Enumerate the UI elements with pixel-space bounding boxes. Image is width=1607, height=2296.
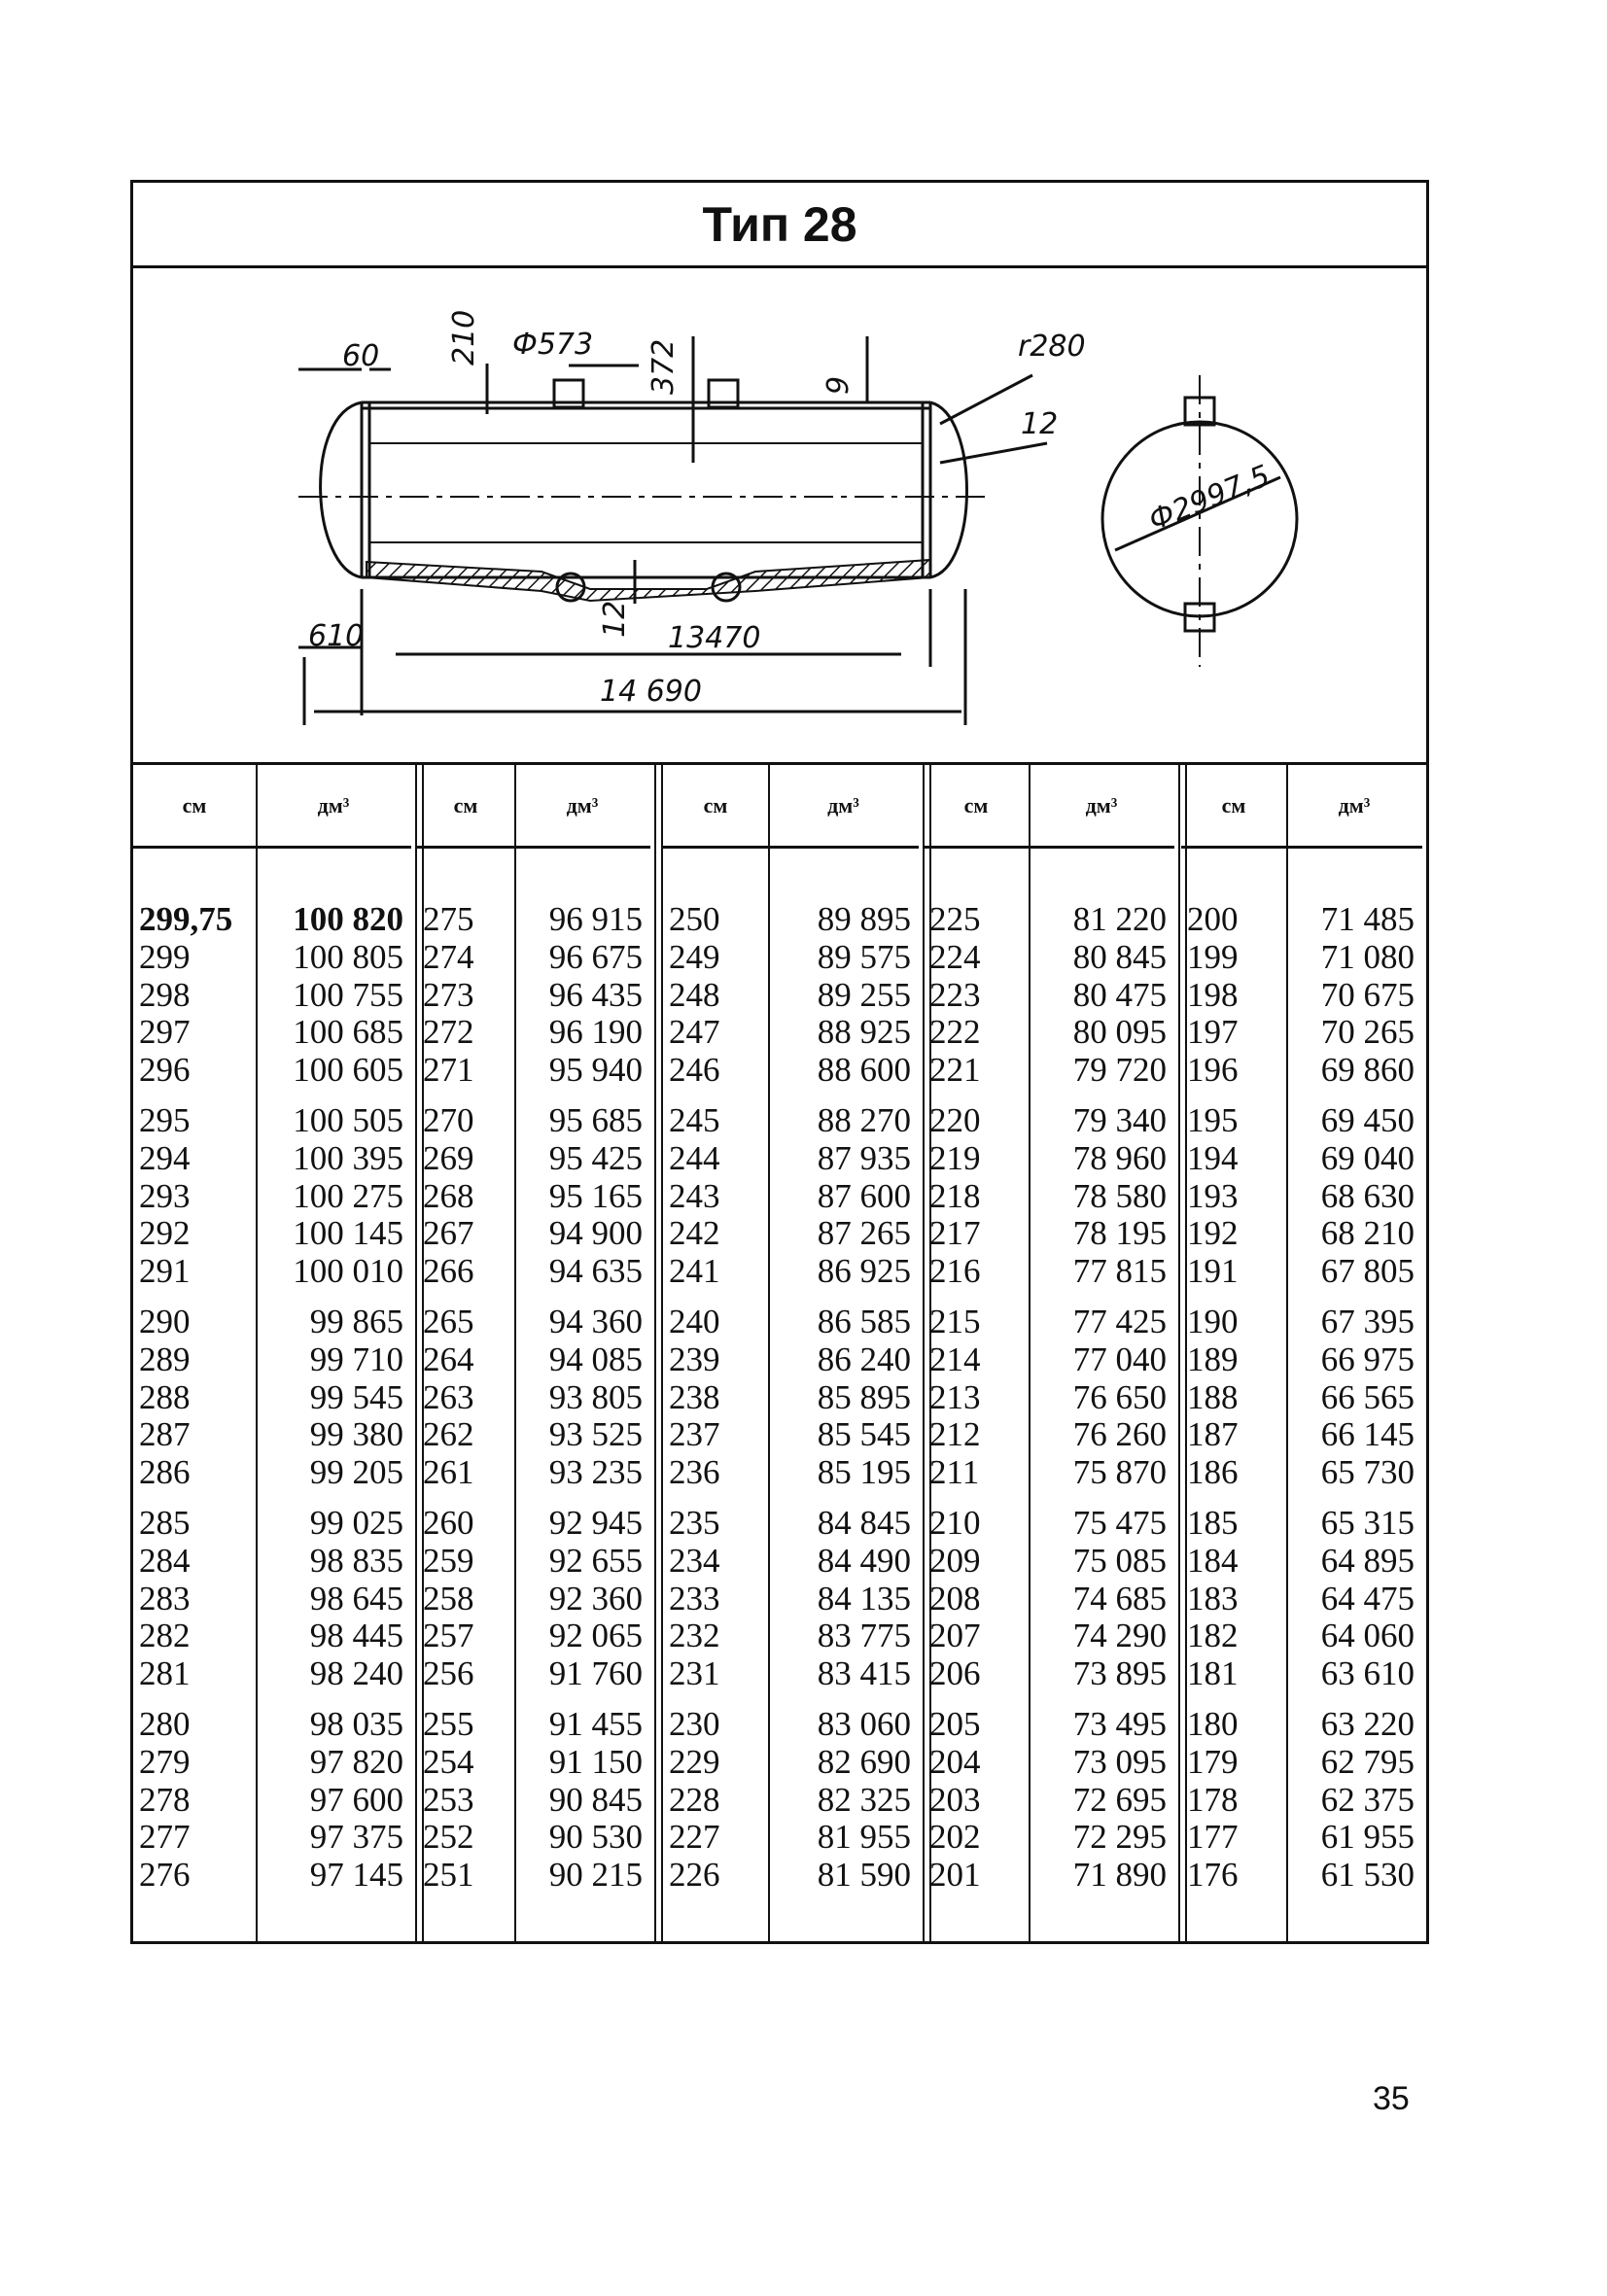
cell-dm: 94 085 (548, 1339, 643, 1378)
cell-cm: 273 (423, 975, 474, 1014)
cell-cm: 205 (929, 1705, 981, 1743)
cell-dm: 84 135 (817, 1579, 911, 1618)
tank-end-view (1102, 375, 1297, 667)
cell-cm: 246 (669, 1051, 720, 1090)
cell-cm: 230 (669, 1705, 720, 1743)
cell-cm: 250 (669, 900, 720, 938)
column-header-cm: см (417, 765, 514, 849)
cell-cm: 184 (1187, 1541, 1239, 1580)
cell-dm: 77 815 (1072, 1252, 1167, 1291)
cell-cm: 235 (669, 1504, 720, 1542)
cell-cm: 206 (929, 1654, 981, 1693)
cell-dm: 69 040 (1320, 1138, 1415, 1177)
cell-cm: 236 (669, 1453, 720, 1492)
cell-dm: 67 805 (1320, 1252, 1415, 1291)
cell-cm: 249 (669, 937, 720, 976)
cell-cm: 187 (1187, 1415, 1239, 1454)
cell-cm: 260 (423, 1504, 474, 1542)
cell-cm: 231 (669, 1654, 720, 1693)
cell-dm: 94 360 (548, 1303, 643, 1340)
cell-dm: 83 415 (817, 1654, 911, 1693)
cell-cm: 278 (139, 1780, 191, 1819)
cell-cm: 279 (139, 1742, 191, 1781)
dim-text: 13470 (668, 621, 761, 655)
cell-dm: 93 235 (548, 1453, 643, 1492)
cell-dm: 73 495 (1072, 1705, 1167, 1743)
cell-cm: 195 (1187, 1101, 1239, 1139)
cell-cm: 252 (423, 1818, 474, 1857)
dim-text: 14 690 (600, 675, 702, 709)
cell-dm: 100 755 (293, 975, 403, 1014)
cell-dm: 84 490 (817, 1541, 911, 1580)
cell-dm: 77 425 (1072, 1303, 1167, 1340)
cell-cm: 296 (139, 1051, 191, 1090)
cell-dm: 79 340 (1072, 1101, 1167, 1139)
cell-dm: 96 190 (548, 1013, 643, 1052)
cell-cm: 243 (669, 1176, 720, 1215)
cell-cm: 201 (929, 1856, 981, 1895)
cell-dm: 63 610 (1320, 1654, 1415, 1693)
cell-dm: 62 375 (1320, 1780, 1415, 1819)
cell-cm: 294 (139, 1138, 191, 1177)
cell-cm: 247 (669, 1013, 720, 1052)
cell-dm: 81 955 (817, 1818, 911, 1857)
cell-cm: 295 (139, 1101, 191, 1139)
cell-cm: 192 (1187, 1214, 1239, 1253)
cell-cm: 274 (423, 937, 474, 976)
cell-cm: 269 (423, 1138, 474, 1177)
cell-dm: 71 485 (1320, 900, 1415, 938)
cell-cm: 271 (423, 1051, 474, 1090)
cell-dm: 78 580 (1072, 1176, 1167, 1215)
cell-dm: 96 915 (548, 900, 643, 938)
cell-cm: 299 (139, 937, 191, 976)
cell-cm: 257 (423, 1617, 474, 1655)
cell-cm: 254 (423, 1742, 474, 1781)
cell-dm: 74 290 (1072, 1617, 1167, 1655)
cell-dm: 95 165 (548, 1176, 643, 1215)
cell-cm: 199 (1187, 937, 1239, 976)
calibration-table (133, 765, 1426, 1941)
cell-dm: 76 650 (1072, 1377, 1167, 1416)
dim-text: 210 (447, 309, 481, 365)
cell-dm: 66 975 (1320, 1339, 1415, 1378)
cell-cm: 264 (423, 1339, 474, 1378)
cell-cm: 194 (1187, 1138, 1239, 1177)
cell-dm: 75 085 (1072, 1541, 1167, 1580)
cell-cm: 220 (929, 1101, 981, 1139)
cell-dm: 82 325 (817, 1780, 911, 1819)
cell-cm: 292 (139, 1214, 191, 1253)
cell-dm: 83 775 (817, 1617, 911, 1655)
cell-dm: 93 525 (548, 1415, 643, 1454)
cell-dm: 92 655 (548, 1541, 643, 1580)
column-header-cm: см (663, 765, 768, 849)
cell-dm: 98 035 (309, 1705, 403, 1743)
cell-dm: 100 605 (293, 1051, 403, 1090)
cell-cm: 221 (929, 1051, 981, 1090)
cell-dm: 81 590 (817, 1856, 911, 1895)
cell-dm: 68 630 (1320, 1176, 1415, 1215)
cell-dm: 97 145 (309, 1856, 403, 1895)
cell-cm: 287 (139, 1415, 191, 1454)
cell-cm: 277 (139, 1818, 191, 1857)
dim-text: Ф2997,5 (1143, 458, 1275, 539)
cell-dm: 98 645 (309, 1579, 403, 1618)
column-separator (514, 765, 516, 1941)
column-header-dm: дм³ (514, 765, 650, 849)
cell-dm: 69 860 (1320, 1051, 1415, 1090)
dim-text: 60 (342, 339, 380, 373)
dim-text: 12 (598, 600, 632, 638)
cell-cm: 262 (423, 1415, 474, 1454)
cell-dm: 91 455 (548, 1705, 643, 1743)
cell-cm: 214 (929, 1339, 981, 1378)
cell-dm: 85 895 (817, 1377, 911, 1416)
cell-cm: 198 (1187, 975, 1239, 1014)
cell-cm: 276 (139, 1856, 191, 1895)
cell-cm: 189 (1187, 1339, 1239, 1378)
cell-cm: 285 (139, 1504, 191, 1542)
cell-dm: 99 710 (309, 1339, 403, 1378)
cell-cm: 188 (1187, 1377, 1239, 1416)
column-separator (256, 765, 258, 1941)
cell-cm: 197 (1187, 1013, 1239, 1052)
cell-cm: 282 (139, 1617, 191, 1655)
cell-cm: 239 (669, 1339, 720, 1378)
cell-cm: 298 (139, 975, 191, 1014)
cell-cm: 253 (423, 1780, 474, 1819)
cell-dm: 73 895 (1072, 1654, 1167, 1693)
dim-text: Ф573 (512, 328, 594, 362)
cell-dm: 73 095 (1072, 1742, 1167, 1781)
cell-cm: 293 (139, 1176, 191, 1215)
cell-cm: 228 (669, 1780, 720, 1819)
cell-cm: 244 (669, 1138, 720, 1177)
cell-cm: 270 (423, 1101, 474, 1139)
cell-dm: 83 060 (817, 1705, 911, 1743)
cell-cm: 272 (423, 1013, 474, 1052)
cell-dm: 78 195 (1072, 1214, 1167, 1253)
cell-dm: 99 545 (309, 1377, 403, 1416)
cell-cm: 288 (139, 1377, 191, 1416)
cell-dm: 95 940 (548, 1051, 643, 1090)
cell-dm: 88 270 (817, 1101, 911, 1139)
cell-dm: 92 945 (548, 1504, 643, 1542)
cell-cm: 182 (1187, 1617, 1239, 1655)
column-header-dm: дм³ (256, 765, 411, 849)
cell-cm: 286 (139, 1453, 191, 1492)
group-separator (1178, 765, 1187, 1941)
cell-dm: 66 565 (1320, 1377, 1415, 1416)
cell-cm: 226 (669, 1856, 720, 1895)
cell-cm: 185 (1187, 1504, 1239, 1542)
cell-cm: 177 (1187, 1818, 1239, 1857)
cell-cm: 222 (929, 1013, 981, 1052)
cell-dm: 94 635 (548, 1252, 643, 1291)
cell-dm: 97 375 (309, 1818, 403, 1857)
dim-text: 12 (1021, 407, 1059, 441)
cell-dm: 62 795 (1320, 1742, 1415, 1781)
tank-drawing (133, 268, 1426, 765)
column-separator (1029, 765, 1031, 1941)
cell-dm: 92 360 (548, 1579, 643, 1618)
cell-cm: 190 (1187, 1303, 1239, 1340)
cell-cm: 259 (423, 1541, 474, 1580)
cell-cm: 179 (1187, 1742, 1239, 1781)
cell-cm: 215 (929, 1303, 981, 1340)
cell-dm: 76 260 (1072, 1415, 1167, 1454)
cell-dm: 80 845 (1072, 937, 1167, 976)
cell-cm: 178 (1187, 1780, 1239, 1819)
column-separator (768, 765, 770, 1941)
cell-cm: 181 (1187, 1654, 1239, 1693)
cell-cm: 283 (139, 1579, 191, 1618)
column-header-dm: дм³ (768, 765, 919, 849)
cell-dm: 99 025 (309, 1504, 403, 1542)
cell-cm: 266 (423, 1252, 474, 1291)
cell-dm: 77 040 (1072, 1339, 1167, 1378)
cell-dm: 88 925 (817, 1013, 911, 1052)
cell-cm: 280 (139, 1705, 191, 1743)
cell-dm: 100 145 (293, 1214, 403, 1253)
cell-dm: 82 690 (817, 1742, 911, 1781)
cell-dm: 66 145 (1320, 1415, 1415, 1454)
cell-cm: 209 (929, 1541, 981, 1580)
cell-cm: 251 (423, 1856, 474, 1895)
cell-dm: 75 475 (1072, 1504, 1167, 1542)
cell-dm: 80 095 (1072, 1013, 1167, 1052)
cell-cm: 245 (669, 1101, 720, 1139)
cell-dm: 90 845 (548, 1780, 643, 1819)
cell-cm: 242 (669, 1214, 720, 1253)
cell-cm: 248 (669, 975, 720, 1014)
cell-dm: 75 870 (1072, 1453, 1167, 1492)
cell-cm: 284 (139, 1541, 191, 1580)
cell-cm: 213 (929, 1377, 981, 1416)
cell-dm: 65 730 (1320, 1453, 1415, 1492)
cell-dm: 68 210 (1320, 1214, 1415, 1253)
cell-dm: 90 530 (548, 1818, 643, 1857)
cell-cm: 218 (929, 1176, 981, 1215)
cell-cm: 200 (1187, 900, 1239, 938)
cell-dm: 100 685 (293, 1013, 403, 1052)
cell-dm: 64 060 (1320, 1617, 1415, 1655)
cell-cm: 212 (929, 1415, 981, 1454)
cell-dm: 90 215 (548, 1856, 643, 1895)
cell-dm: 91 760 (548, 1654, 643, 1693)
cell-dm: 74 685 (1072, 1579, 1167, 1618)
cell-dm: 98 240 (309, 1654, 403, 1693)
cell-cm: 202 (929, 1818, 981, 1857)
cell-dm: 97 820 (309, 1742, 403, 1781)
cell-cm: 186 (1187, 1453, 1239, 1492)
cell-cm: 183 (1187, 1579, 1239, 1618)
cell-dm: 85 195 (817, 1453, 911, 1492)
dim-text: 610 (308, 619, 365, 653)
cell-dm: 100 820 (293, 900, 403, 938)
cell-dm: 97 600 (309, 1780, 403, 1819)
cell-dm: 86 240 (817, 1339, 911, 1378)
cell-dm: 63 220 (1320, 1705, 1415, 1743)
cell-cm: 258 (423, 1579, 474, 1618)
cell-dm: 95 685 (548, 1101, 643, 1139)
cell-dm: 100 805 (293, 937, 403, 976)
cell-cm: 223 (929, 975, 981, 1014)
cell-dm: 99 205 (309, 1453, 403, 1492)
cell-dm: 100 395 (293, 1138, 403, 1177)
cell-dm: 80 475 (1072, 975, 1167, 1014)
cell-cm: 267 (423, 1214, 474, 1253)
cell-cm: 263 (423, 1377, 474, 1416)
cell-dm: 98 445 (309, 1617, 403, 1655)
dim-text: 372 (646, 338, 681, 395)
dim-text: 9 (821, 375, 856, 395)
cell-dm: 94 900 (548, 1214, 643, 1253)
cell-cm: 207 (929, 1617, 981, 1655)
cell-dm: 64 895 (1320, 1541, 1415, 1580)
cell-dm: 85 545 (817, 1415, 911, 1454)
table-frame (130, 180, 1429, 1944)
cell-dm: 81 220 (1072, 900, 1167, 938)
cell-dm: 100 010 (293, 1252, 403, 1291)
column-header-cm: см (133, 765, 256, 849)
cell-dm: 88 600 (817, 1051, 911, 1090)
cell-cm: 297 (139, 1013, 191, 1052)
cell-cm: 268 (423, 1176, 474, 1215)
cell-cm: 216 (929, 1252, 981, 1291)
cell-dm: 99 380 (309, 1415, 403, 1454)
cell-dm: 95 425 (548, 1138, 643, 1177)
cell-cm: 232 (669, 1617, 720, 1655)
cell-dm: 79 720 (1072, 1051, 1167, 1090)
cell-cm: 203 (929, 1780, 981, 1819)
cell-cm: 255 (423, 1705, 474, 1743)
tank-drawing-svg (133, 268, 1426, 762)
cell-dm: 64 475 (1320, 1579, 1415, 1618)
cell-dm: 87 600 (817, 1176, 911, 1215)
cell-dm: 70 675 (1320, 975, 1415, 1014)
cell-cm: 227 (669, 1818, 720, 1857)
cell-dm: 89 255 (817, 975, 911, 1014)
cell-cm: 180 (1187, 1705, 1239, 1743)
cell-dm: 86 925 (817, 1252, 911, 1291)
cell-dm: 96 675 (548, 937, 643, 976)
cell-dm: 92 065 (548, 1617, 643, 1655)
cell-dm: 72 295 (1072, 1818, 1167, 1857)
cell-cm: 210 (929, 1504, 981, 1542)
cell-dm: 89 895 (817, 900, 911, 938)
cell-dm: 87 935 (817, 1138, 911, 1177)
cell-cm: 217 (929, 1214, 981, 1253)
cell-cm: 237 (669, 1415, 720, 1454)
cell-cm: 281 (139, 1654, 191, 1693)
cell-cm: 191 (1187, 1252, 1239, 1291)
cell-cm: 193 (1187, 1176, 1239, 1215)
cell-cm: 240 (669, 1303, 720, 1340)
cell-cm: 275 (423, 900, 474, 938)
cell-dm: 98 835 (309, 1541, 403, 1580)
cell-dm: 67 395 (1320, 1303, 1415, 1340)
dim-text: r280 (1018, 330, 1086, 364)
cell-dm: 84 845 (817, 1504, 911, 1542)
page-number: 35 (1373, 2080, 1410, 2117)
cell-dm: 99 865 (309, 1303, 403, 1340)
cell-dm: 69 450 (1320, 1101, 1415, 1139)
cell-dm: 78 960 (1072, 1138, 1167, 1177)
cell-cm: 229 (669, 1742, 720, 1781)
cell-cm: 291 (139, 1252, 191, 1291)
column-header-dm: дм³ (1286, 765, 1422, 849)
cell-cm: 211 (929, 1453, 980, 1492)
group-separator (654, 765, 663, 1941)
cell-dm: 87 265 (817, 1214, 911, 1253)
column-header-dm: дм³ (1029, 765, 1174, 849)
cell-dm: 71 890 (1072, 1856, 1167, 1895)
cell-cm: 261 (423, 1453, 474, 1492)
cell-cm: 241 (669, 1252, 720, 1291)
cell-dm: 89 575 (817, 937, 911, 976)
cell-cm: 289 (139, 1339, 191, 1378)
cell-cm: 265 (423, 1303, 474, 1340)
cell-cm: 176 (1187, 1856, 1239, 1895)
column-header-cm: см (924, 765, 1029, 849)
column-separator (1286, 765, 1288, 1941)
cell-cm: 219 (929, 1138, 981, 1177)
cell-dm: 71 080 (1320, 937, 1415, 976)
cell-cm: 234 (669, 1541, 720, 1580)
page-title: Тип 28 (133, 183, 1426, 268)
cell-cm: 225 (929, 900, 981, 938)
cell-dm: 65 315 (1320, 1504, 1415, 1542)
column-header-cm: см (1181, 765, 1286, 849)
cell-cm: 238 (669, 1377, 720, 1416)
cell-dm: 100 505 (293, 1101, 403, 1139)
cell-cm: 256 (423, 1654, 474, 1693)
cell-dm: 86 585 (817, 1303, 911, 1340)
cell-cm: 224 (929, 937, 981, 976)
cell-cm: 233 (669, 1579, 720, 1618)
cell-cm: 208 (929, 1579, 981, 1618)
cell-cm: 204 (929, 1742, 981, 1781)
cell-dm: 72 695 (1072, 1780, 1167, 1819)
hatched-floor (367, 560, 930, 601)
cell-cm: 290 (139, 1303, 191, 1340)
cell-dm: 91 150 (548, 1742, 643, 1781)
cell-cm: 299,75 (139, 900, 233, 938)
cell-dm: 70 265 (1320, 1013, 1415, 1052)
cell-dm: 96 435 (548, 975, 643, 1014)
cell-dm: 100 275 (293, 1176, 403, 1215)
cell-dm: 61 955 (1320, 1818, 1415, 1857)
cell-cm: 196 (1187, 1051, 1239, 1090)
cell-dm: 61 530 (1320, 1856, 1415, 1895)
cell-dm: 93 805 (548, 1377, 643, 1416)
